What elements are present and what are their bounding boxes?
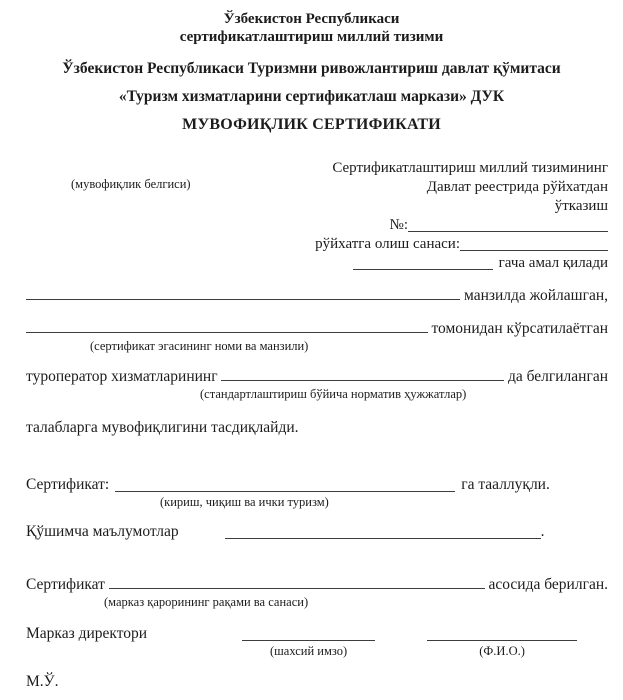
conformity-mark-label: (мувофиқлик белгиси) — [71, 177, 191, 191]
stamp-place-label: М.Ў. — [26, 673, 59, 690]
services-blank — [221, 366, 504, 381]
registry-line-1: Сертификатлаштириш миллий тизимининг — [332, 160, 608, 176]
basis-row — [26, 574, 608, 594]
header-system: сертификатлаштириш миллий тизими — [179, 29, 444, 45]
reg-date-label: рўйхатга олиш санаси: — [315, 236, 460, 252]
full-name-column — [427, 623, 577, 660]
registry-line-3: ўтказиш — [554, 198, 608, 214]
provider-row — [26, 318, 608, 338]
additional-period: . — [540, 523, 545, 540]
provider-suffix: томонидан кўрсатилаётган — [431, 320, 608, 337]
registry-block — [268, 159, 608, 273]
services-prefix: туроператор хизматларининг — [26, 368, 218, 385]
provider-blank — [26, 318, 428, 333]
header-committee: Ўзбекистон Республикаси Туризмни ривожлантириш давлат қўмитаси — [62, 60, 561, 77]
document-header — [0, 0, 623, 135]
basis-suffix: асосида берилган. — [488, 576, 608, 593]
header-country: Ўзбекистон Республикаси — [223, 11, 400, 27]
confirmation-line: талабларга мувофиқлигини тасдиқлайди. — [26, 419, 299, 436]
basis-caption: (марказ қарорининг рақами ва санаси) — [104, 595, 309, 609]
valid-until-blank — [353, 255, 493, 270]
registration-date-row — [268, 235, 608, 254]
registry-line-2: Давлат реестрида рўйхатдан — [426, 179, 608, 195]
director-signature-row — [26, 623, 608, 660]
provider-caption: (сертификат эгасининг номи ва манзили) — [90, 339, 309, 353]
additional-blank — [225, 524, 541, 539]
additional-info-row — [26, 523, 608, 541]
reg-date-blank — [460, 236, 608, 251]
header-certification-center: «Туризм хизматларини сертификатлаш маркази» ДУК — [118, 88, 505, 105]
address-row — [26, 285, 608, 305]
signature-blank — [242, 623, 375, 641]
number-blank — [408, 217, 608, 232]
full-name-blank — [427, 623, 577, 641]
scope-prefix: Сертификат: — [26, 476, 110, 493]
additional-label: Қўшимча маълумотлар — [26, 523, 179, 540]
scope-blank — [115, 477, 455, 492]
registry-number-row — [268, 216, 608, 235]
scope-suffix: га тааллуқли. — [461, 476, 550, 493]
scope-row — [26, 476, 608, 494]
signature-column — [242, 623, 375, 660]
signature-caption: (шахсий имзо) — [270, 644, 348, 658]
valid-until-row — [268, 254, 608, 273]
registry-section — [0, 159, 623, 273]
basis-prefix: Сертификат — [26, 576, 105, 593]
basis-blank — [109, 574, 485, 589]
services-row — [26, 366, 608, 386]
scope-caption: (кириш, чиқиш ва ички туризм) — [160, 495, 329, 509]
services-caption: (стандартлаштириш бўйича норматив ҳужжатлар) — [200, 387, 467, 401]
director-label: Марказ директори — [26, 625, 148, 642]
valid-until-suffix: гача амал қилади — [498, 255, 608, 271]
full-name-caption: (Ф.И.О.) — [479, 644, 525, 658]
address-blank — [26, 285, 460, 300]
services-suffix: да белгиланган — [507, 368, 608, 385]
document-title: МУВОФИҚЛИК СЕРТИФИКАТИ — [182, 116, 441, 133]
number-label: №: — [389, 217, 408, 233]
address-suffix: манзилда жойлашган, — [464, 287, 608, 304]
